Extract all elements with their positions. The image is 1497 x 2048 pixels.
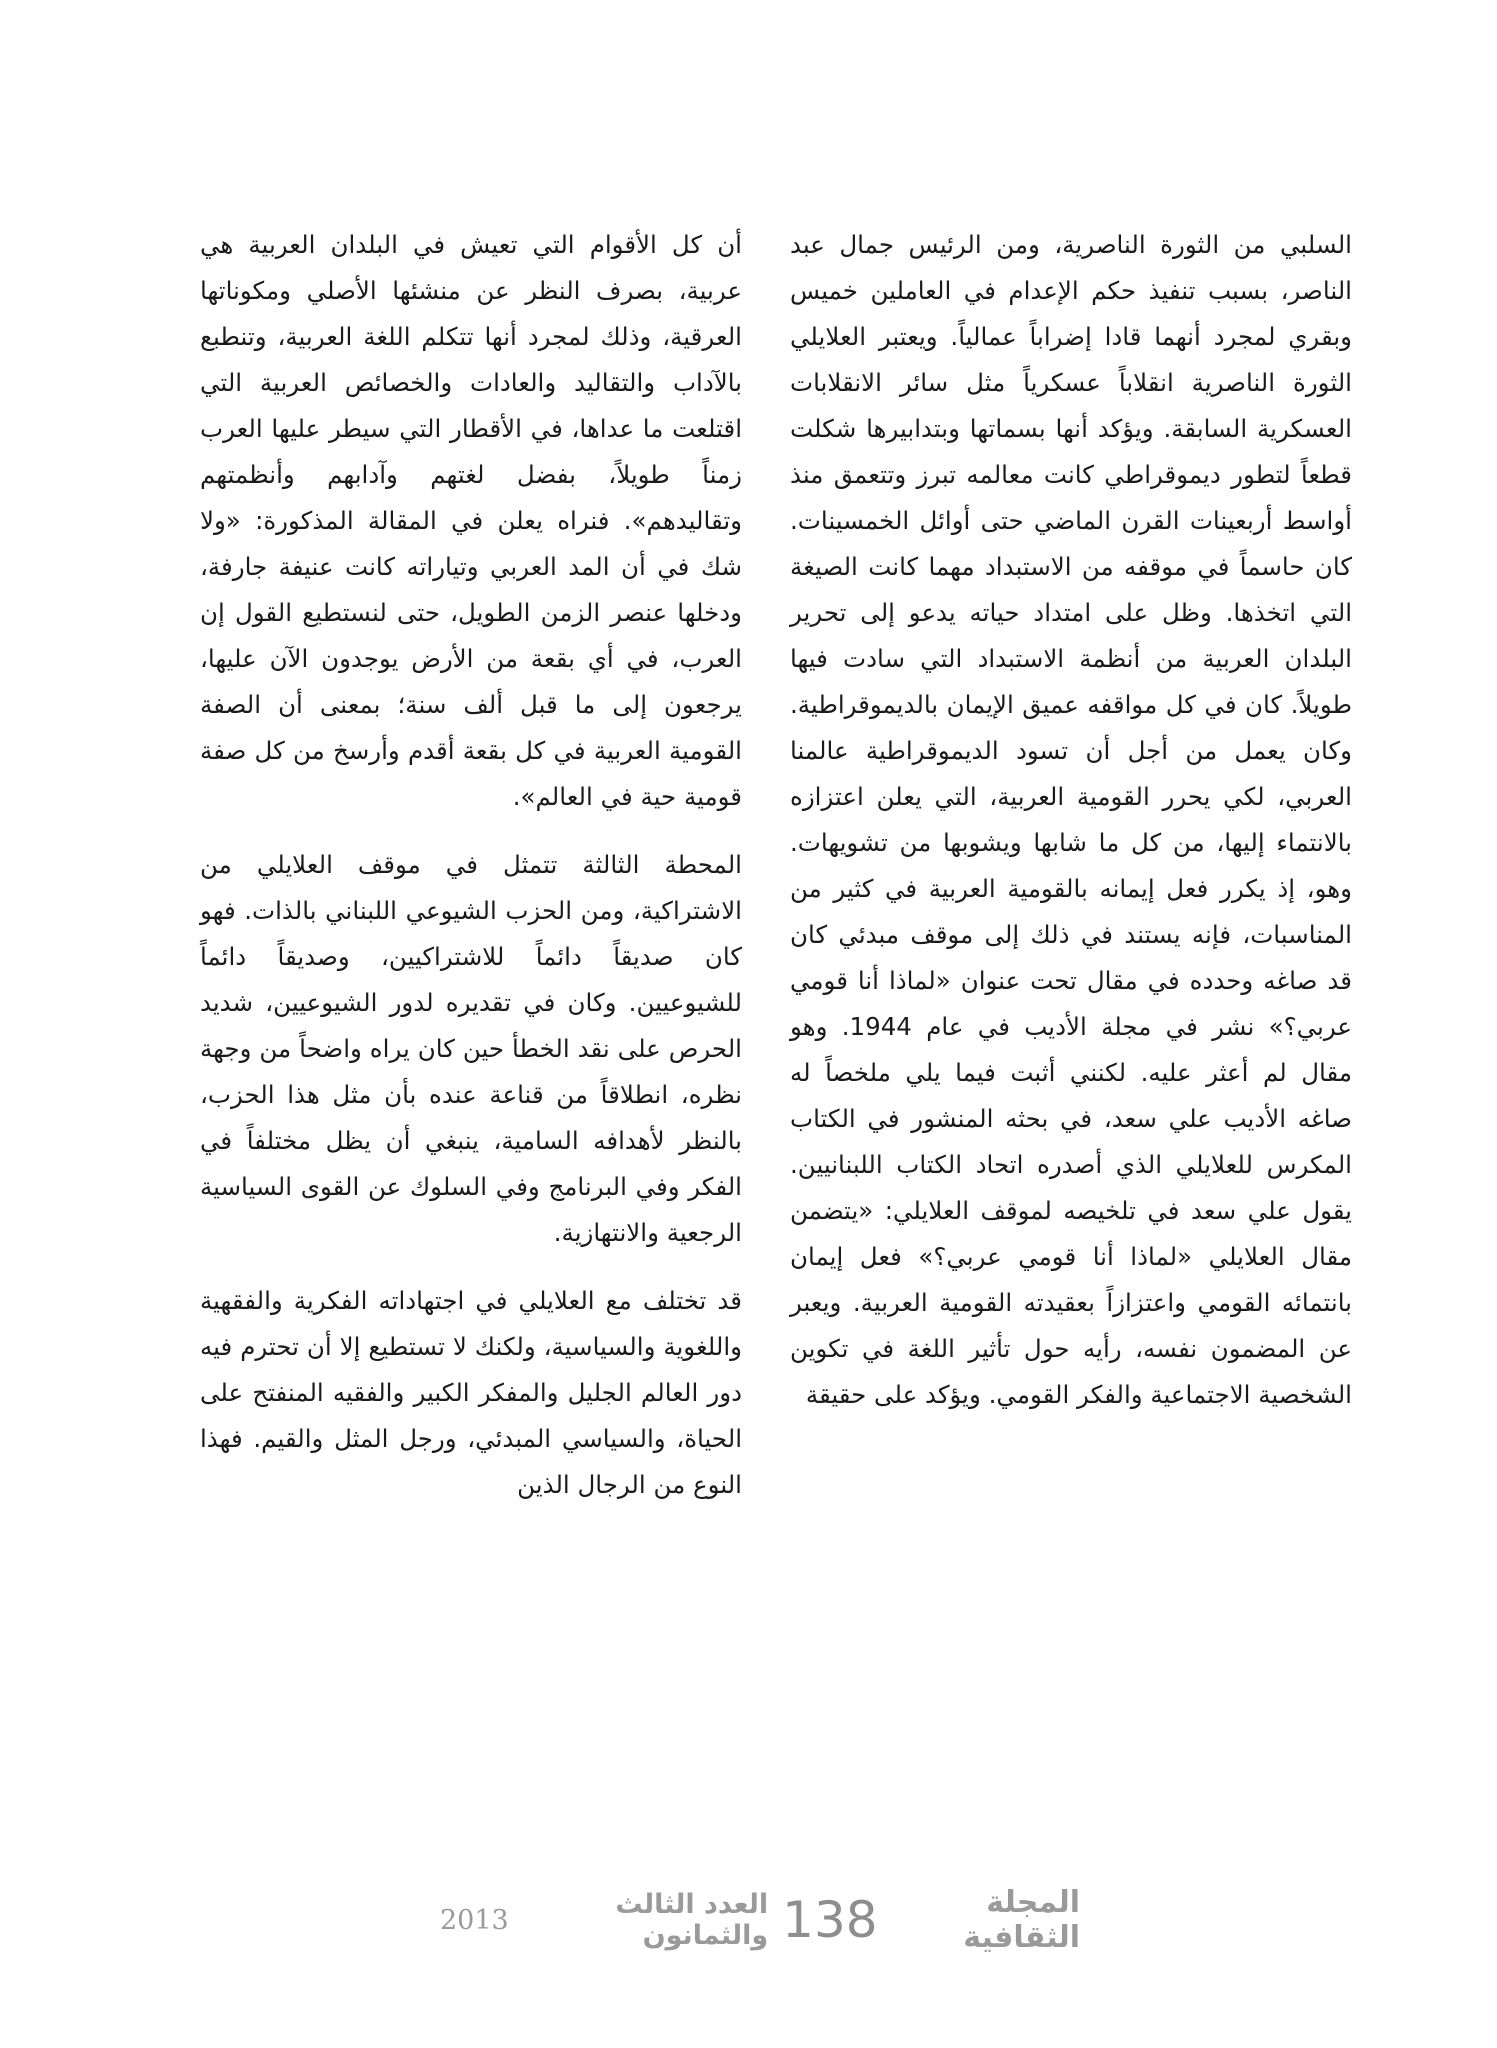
paragraph: قد تختلف مع العلايلي في اجتهاداته الفكرية والفقهية واللغوية والسياسية، ولكنك لا تستطيع إلا أن تحترم فيه دور العالم الجليل والمفكر الكبير والفقيه المنفتح على الحياة، والسياسي المبدئي، ورجل المثل والقيم. فهذا النوع من الرجال الذين: [200, 1286, 742, 1499]
right-text-column: [790, 222, 1352, 1418]
paragraph: أن كل الأقوام التي تعيش في البلدان العربية هي عربية، بصرف النظر عن منشئها الأصلي ومكوناتها العرقية، وذلك لمجرد أنها تتكلم اللغة العربية، وتنطبع بالآداب والتقاليد والعادات والخصائص العربية التي اقتلعت ما عداها، في الأقطار التي سيطر عليها العرب زمناً طويلاً، بفضل لغتهم وآدابهم وأنظمتهم وتقاليدهم». فنراه يعلن في المقالة المذكورة: «ولا شك في أن المد العربي وتياراته كانت عنيفة جارفة، ودخلها عنصر الزمن الطويل، حتى لنستطيع القول إن العرب، في أي بقعة من الأرض يوجدون الآن عليها، يرجعون إلى ما قبل ألف سنة؛ بمعنى أن الصفة القومية العربية في كل بقعة أقدم وأرسخ من كل صفة قومية حية في العالم».: [200, 230, 742, 811]
issue-year: 2013: [440, 1904, 509, 1936]
page-number: 138: [782, 1891, 878, 1949]
issue-label: العدد الثالث والثمانون: [615, 1889, 769, 1951]
magazine-name: المجلة الثقافية: [963, 1885, 1080, 1955]
page-footer: [440, 1885, 1080, 1955]
paragraph: المحطة الثالثة تتمثل في موقف العلايلي من الاشتراكية، ومن الحزب الشيوعي اللبناني بالذات. فهو كان صديقاً دائماً للاشتراكيين، وصديقاً دائماً للشيوعيين. وكان في تقديره لدور الشيوعيين، شديد الحرص على نقد الخطأ حين كان يراه واضحاً من وجهة نظره، انطلاقاً من قناعة عنده بأن مثل هذا الحزب، بالنظر لأهدافه السامية، ينبغي أن يظل مختلفاً في الفكر وفي البرنامج وفي السلوك عن القوى السياسية الرجعية والانتهازية.: [200, 850, 742, 1247]
paragraph: السلبي من الثورة الناصرية، ومن الرئيس جمال عبد الناصر، بسبب تنفيذ حكم الإعدام في العاملين خميس وبقري لمجرد أنهما قادا إضراباً عمالياً. ويعتبر العلايلي الثورة الناصرية انقلاباً عسكرياً مثل سائر الانقلابات العسكرية السابقة. ويؤكد أنها بسماتها وبتدابيرها شكلت قطعاً لتطور ديموقراطي كانت معالمه تبرز وتتعمق منذ أواسط أربعينات القرن الماضي حتى أوائل الخمسينات. كان حاسماً في موقفه من الاستبداد مهما كانت الصيغة التي اتخذها. وظل على امتداد حياته يدعو إلى تحرير البلدان العربية من أنظمة الاستبداد التي سادت فيها طويلاً. كان في كل مواقفه عميق الإيمان بالديموقراطية. وكان يعمل من أجل أن تسود الديموقراطية عالمنا العربي، لكي يحرر القومية العربية، التي يعلن اعتزازه بالانتماء إليها، من كل ما شابها ويشوبها من تشويهات. وهو، إذ يكرر فعل إيمانه بالقومية العربية في كثير من المناسبات، فإنه يستند في ذلك إلى موقف مبدئي كان قد صاغه وحدده في مقال تحت عنوان «لماذا أنا قومي عربي؟» نشر في مجلة الأديب في عام 1944. وهو مقال لم أعثر عليه. لكنني أثبت فيما يلي ملخصاً له صاغه الأديب علي سعد، في بحثه المنشور في الكتاب المكرس للعلايلي الذي أصدره اتحاد الكتاب اللبنانيين. يقول علي سعد في تلخيصه لموقف العلايلي: «يتضمن مقال العلايلي «لماذا أنا قومي عربي؟» فعل إيمان بانتمائه القومي واعتزازاً بعقيدته القومية العربية. ويعبر عن المضمون نفسه، رأيه حول تأثير اللغة في تكوين الشخصية الاجتماعية والفكر القومي. ويؤكد على حقيقة: [790, 230, 1352, 1409]
left-text-column: [200, 222, 742, 1508]
